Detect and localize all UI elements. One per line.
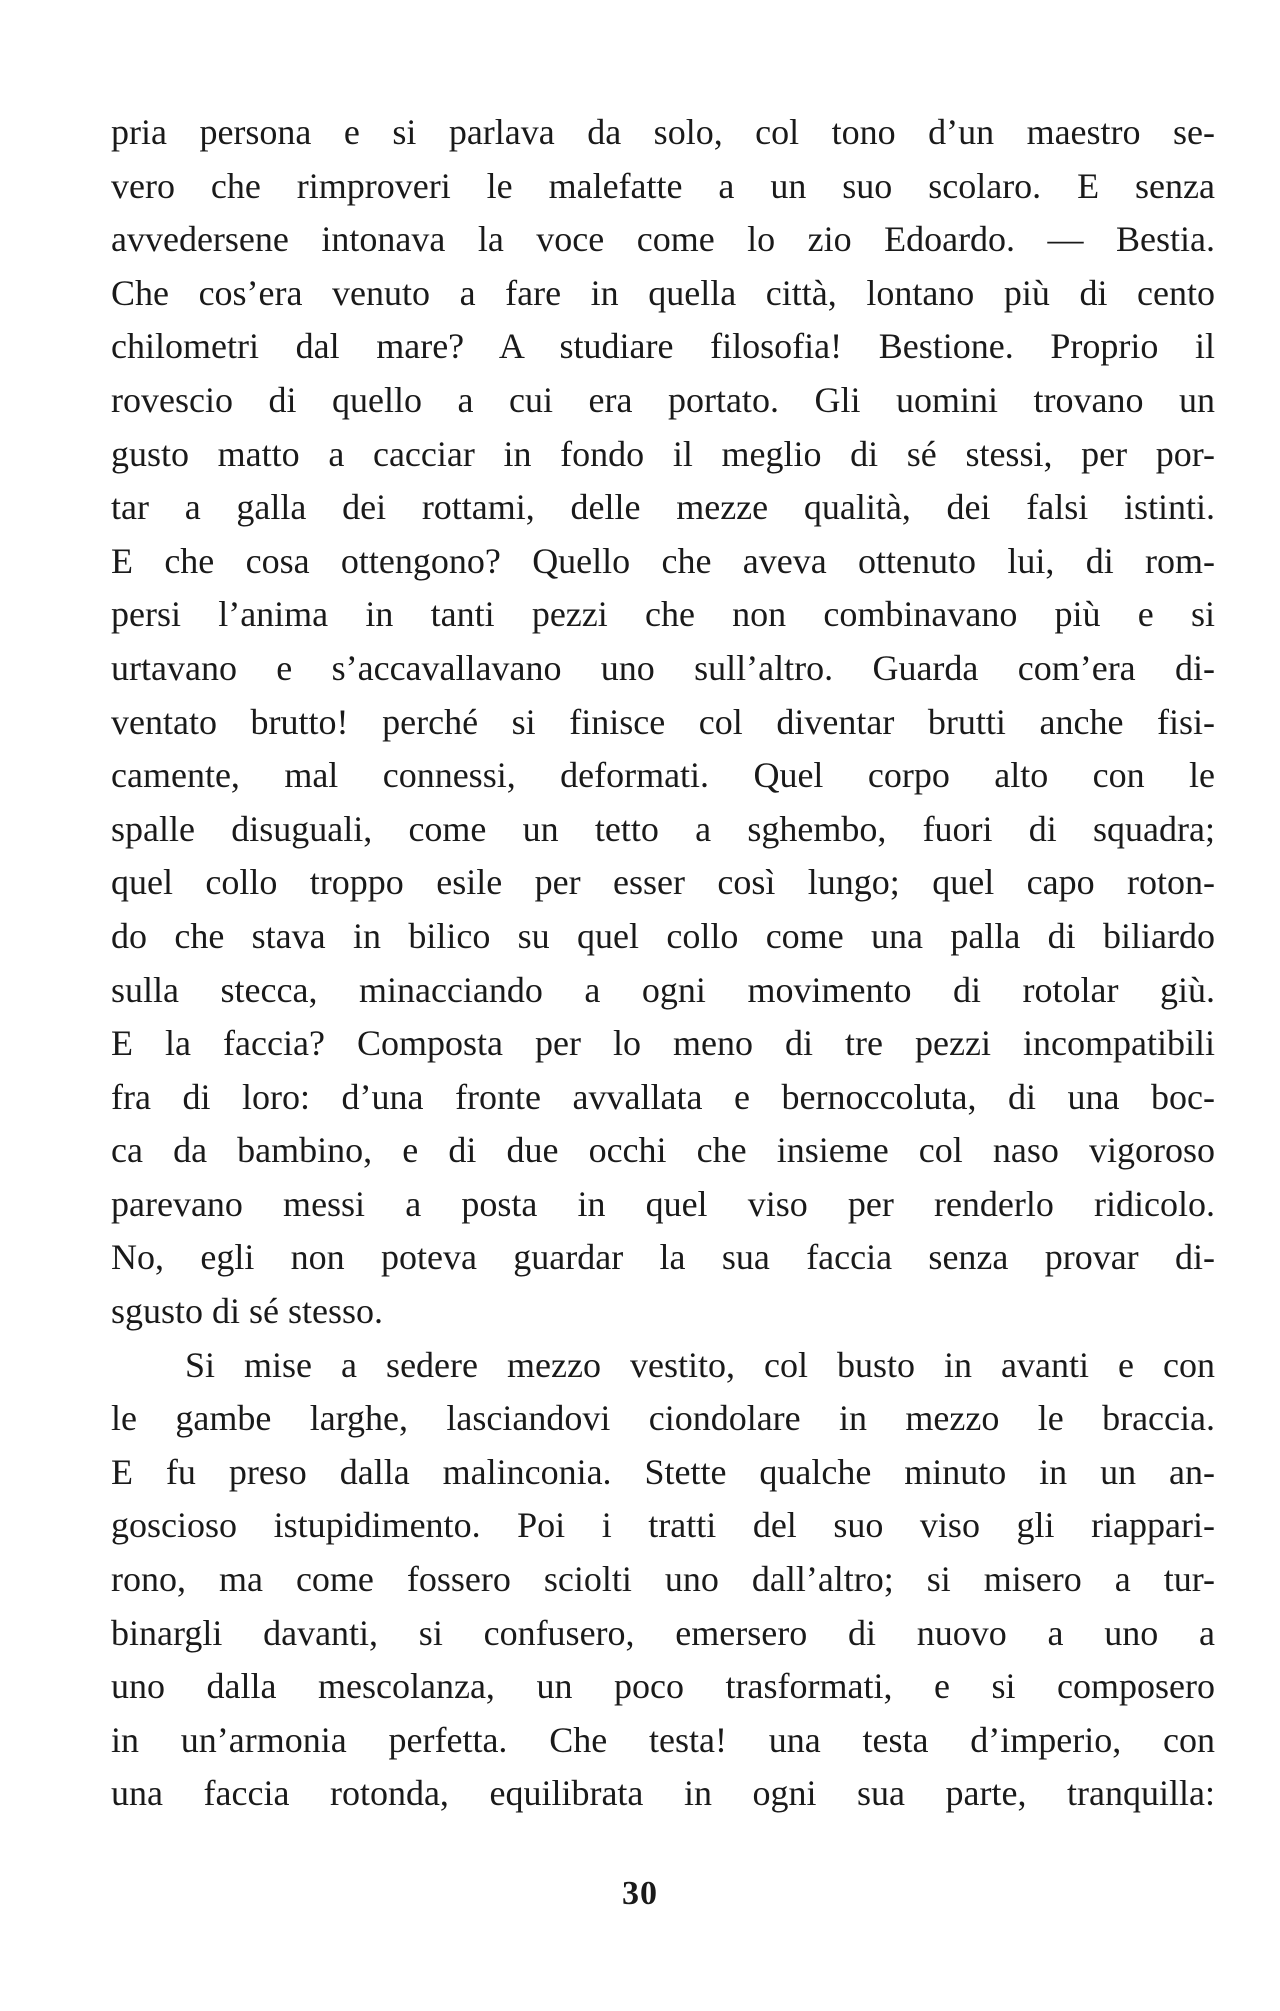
text-line: camente, mal connessi, deformati. Quel corpo alto con le <box>111 755 1215 796</box>
paragraph-1 <box>111 106 1215 1339</box>
text-line: Che cos’era venuto a fare in quella città, lontano più di cento <box>111 272 1215 313</box>
text-line: le gambe larghe, lasciandovi ciondolare in mezzo le braccia. <box>111 1398 1215 1439</box>
text-line: binargli davanti, si confusero, emersero di nuovo a uno a <box>111 1612 1215 1653</box>
text-line: ventato brutto! perché si finisce col diventar brutti anche fisi- <box>111 701 1215 742</box>
text-line: goscioso istupidimento. Poi i tratti del suo viso gli riappari- <box>111 1505 1215 1546</box>
text-line: sulla stecca, minacciando a ogni movimento di rotolar giù. <box>111 969 1215 1010</box>
text-line: fra di loro: d’una fronte avvallata e bernoccoluta, di una boc- <box>111 1076 1215 1117</box>
text-line: E fu preso dalla malinconia. Stette qualche minuto in un an- <box>111 1451 1215 1492</box>
text-line: sgusto di sé stesso. <box>111 1291 384 1332</box>
text-line: parevano messi a posta in quel viso per renderlo ridicolo. <box>111 1183 1215 1224</box>
body-text <box>111 106 1215 1821</box>
text-line: persi l’anima in tanti pezzi che non combinavano più e si <box>111 594 1215 635</box>
text-line: chilometri dal mare? A studiare filosofia! Bestione. Proprio il <box>111 326 1215 367</box>
text-line: do che stava in bilico su quel collo come una palla di biliardo <box>111 915 1215 956</box>
text-line: uno dalla mescolanza, un poco trasformati, e si composero <box>111 1666 1215 1707</box>
text-line: urtavano e s’accavallavano uno sull’altro. Guarda com’era di- <box>111 647 1215 688</box>
text-line: quel collo troppo esile per esser così lungo; quel capo roton- <box>111 862 1215 903</box>
text-line: No, egli non poteva guardar la sua faccia senza provar di- <box>111 1237 1215 1278</box>
text-line: E la faccia? Composta per lo meno di tre pezzi incompatibili <box>111 1023 1215 1064</box>
text-line: gusto matto a cacciar in fondo il meglio di sé stessi, per por- <box>111 433 1215 474</box>
page-number: 30 <box>622 1875 658 1912</box>
text-line: spalle disuguali, come un tetto a sghembo, fuori di squadra; <box>111 808 1215 849</box>
text-line: tar a galla dei rottami, delle mezze qualità, dei falsi istinti. <box>111 487 1215 528</box>
text-line: una faccia rotonda, equilibrata in ogni sua parte, tranquilla: <box>111 1773 1215 1814</box>
text-line: ca da bambino, e di due occhi che insieme col naso vigoroso <box>111 1130 1215 1171</box>
text-line: avvedersene intonava la voce come lo zio Edoardo. — Bestia. <box>111 219 1215 260</box>
text-line: rono, ma come fossero sciolti uno dall’altro; si misero a tur- <box>111 1559 1215 1600</box>
text-line: in un’armonia perfetta. Che testa! una testa d’imperio, con <box>111 1719 1215 1760</box>
text-line: E che cosa ottengono? Quello che aveva ottenuto lui, di rom- <box>111 540 1215 581</box>
paragraph-2 <box>111 1339 1215 1821</box>
text-line: Si mise a sedere mezzo vestito, col busto in avanti e con <box>185 1344 1215 1385</box>
text-line: rovescio di quello a cui era portato. Gli uomini trovano un <box>111 379 1215 420</box>
text-line: pria persona e si parlava da solo, col tono d’un maestro se- <box>111 112 1215 152</box>
text-line: vero che rimproveri le malefatte a un suo scolaro. E senza <box>111 165 1215 206</box>
